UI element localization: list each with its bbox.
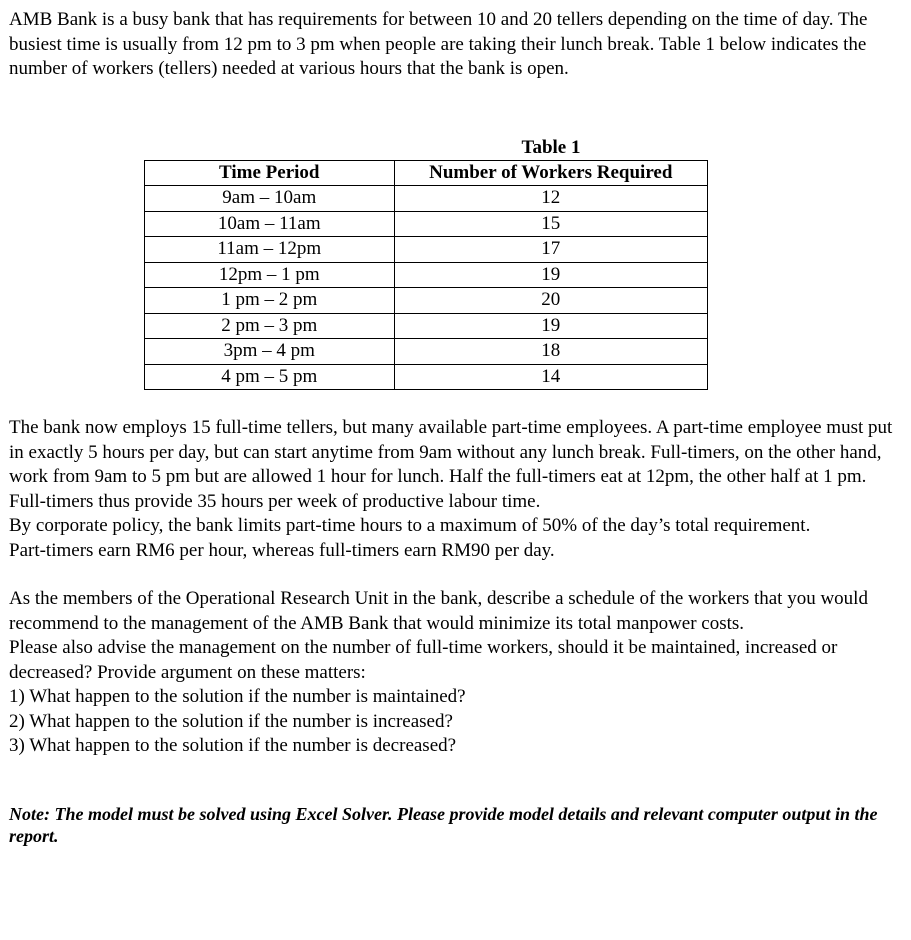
workers-cell: 12	[394, 186, 707, 212]
time-period-cell: 11am – 12pm	[145, 237, 395, 263]
workers-table	[144, 160, 708, 391]
question-1: 1) What happen to the solution if the number is maintained?	[9, 686, 466, 707]
advice-paragraph: Please also advise the management on the number of full-time workers, should it be maintained, increased or decreased? Provide argument on these matters:	[9, 637, 838, 683]
workers-cell: 18	[394, 339, 707, 365]
table-row	[145, 313, 708, 339]
workers-cell: 14	[394, 364, 707, 390]
table-row	[145, 237, 708, 263]
policy-paragraph: By corporate policy, the bank limits part-time hours to a maximum of 50% of the day’s total requirement.	[9, 515, 811, 536]
workers-cell: 19	[394, 313, 707, 339]
workers-cell: 20	[394, 288, 707, 314]
question-3: 3) What happen to the solution if the number is decreased?	[9, 735, 457, 756]
table-row	[145, 186, 708, 212]
wages-paragraph: Part-timers earn RM6 per hour, whereas full-timers earn RM90 per day.	[9, 539, 555, 561]
workers-cell: 17	[394, 237, 707, 263]
employment-paragraph: The bank now employs 15 full-time tellers, but many available part-time employees. A part-time employee must put in exactly 5 hours per day, but can start anytime from 9am without any lunch break. Full-timers, on the other hand, work from 9am to 5 pm but are allowed 1 hour for lunch. Half the full-timers eat at 12pm, the other half at 1 pm. Full-timers thus provide 35 hours per week of productive labour time.	[9, 417, 893, 512]
document-page	[9, 8, 899, 847]
paragraph-gap	[9, 563, 899, 587]
table-header-row	[145, 160, 708, 186]
time-period-cell: 9am – 10am	[145, 186, 395, 212]
table-row	[145, 211, 708, 237]
question-2: 2) What happen to the solution if the number is increased?	[9, 710, 453, 732]
table-row	[145, 364, 708, 390]
time-period-cell: 4 pm – 5 pm	[145, 364, 395, 390]
time-period-cell: 3pm – 4 pm	[145, 339, 395, 365]
time-period-cell: 1 pm – 2 pm	[145, 288, 395, 314]
table-row	[145, 288, 708, 314]
workers-cell: 15	[394, 211, 707, 237]
table-row	[145, 262, 708, 288]
header-workers-required: Number of Workers Required	[394, 160, 707, 186]
time-period-cell: 10am – 11am	[145, 211, 395, 237]
task-paragraph: As the members of the Operational Research Unit in the bank, describe a schedule of the workers that you would recommend to the management of the AMB Bank that would minimize its total manpower costs.	[9, 588, 868, 634]
header-time-period: Time Period	[145, 160, 395, 186]
table-row	[145, 339, 708, 365]
time-period-cell: 2 pm – 3 pm	[145, 313, 395, 339]
body-text	[9, 416, 899, 759]
workers-cell: 19	[394, 262, 707, 288]
time-period-cell: 12pm – 1 pm	[145, 262, 395, 288]
intro-paragraph: AMB Bank is a busy bank that has requirements for between 10 and 20 tellers depending on the time of day. The busiest time is usually from 12 pm to 3 pm when people are taking their lunch break. Table 1 below indicates the number of workers (tellers) needed at various hours that the bank is open.	[9, 9, 868, 79]
table-caption: Table 1	[521, 136, 581, 158]
note-text: Note: The model must be solved using Excel Solver. Please provide model details and relevant computer output in the report.	[9, 803, 878, 846]
